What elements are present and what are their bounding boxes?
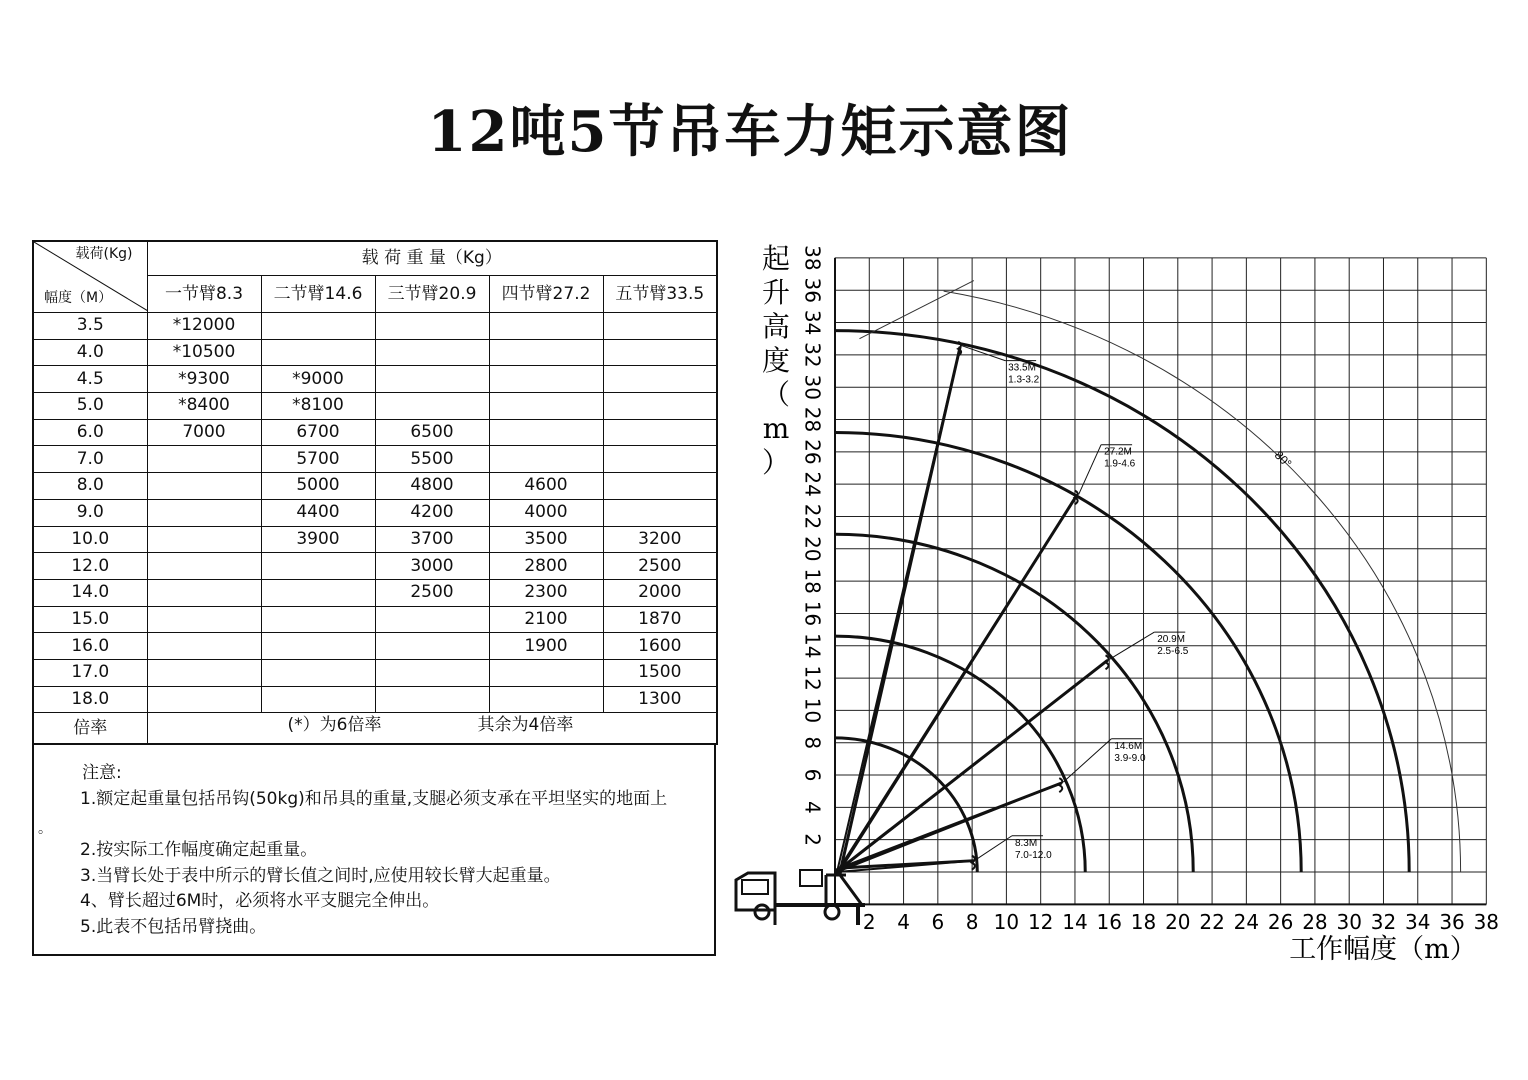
x-tick-label: 8 bbox=[965, 910, 979, 934]
load-cell bbox=[489, 446, 603, 473]
load-cell: 4200 bbox=[375, 499, 489, 526]
load-cell bbox=[261, 606, 375, 633]
load-cell: 3700 bbox=[375, 526, 489, 553]
rate-note-six: (*）为6倍率 bbox=[287, 715, 382, 736]
load-cell bbox=[147, 633, 261, 660]
load-cell: 6500 bbox=[375, 419, 489, 446]
angle-line bbox=[859, 281, 973, 339]
y-tick-label: 4 bbox=[800, 800, 825, 814]
y-axis-label-char: m bbox=[762, 412, 790, 445]
load-weight-header: 载 荷 重 量（Kg） bbox=[147, 241, 717, 276]
x-axis-label: 工作幅度（m） bbox=[1289, 934, 1477, 965]
corner-label-load: 载荷(Kg) bbox=[75, 246, 133, 262]
load-cell bbox=[261, 313, 375, 340]
boom-length-label: 8.3M bbox=[1014, 837, 1038, 849]
load-cell bbox=[261, 633, 375, 660]
stray-mark: 。 bbox=[38, 821, 52, 837]
load-cell bbox=[147, 579, 261, 606]
radius-arc bbox=[835, 534, 1193, 872]
load-cell: 6700 bbox=[261, 419, 375, 446]
radius-cell: 3.5 bbox=[33, 313, 147, 340]
radius-arc bbox=[835, 331, 1409, 872]
radius-cell: 14.0 bbox=[33, 579, 147, 606]
radius-cell: 4.0 bbox=[33, 339, 147, 366]
y-tick-label: 34 bbox=[800, 309, 825, 336]
x-tick-label: 2 bbox=[862, 910, 876, 934]
load-cell: 1300 bbox=[603, 686, 717, 713]
table-row bbox=[33, 553, 717, 580]
hook-icon bbox=[1106, 655, 1109, 669]
load-cell bbox=[603, 313, 717, 340]
hook-icon bbox=[1059, 778, 1062, 792]
load-cell bbox=[147, 659, 261, 686]
table-row bbox=[33, 339, 717, 366]
load-cell: *8400 bbox=[147, 393, 261, 420]
load-cell: 2500 bbox=[375, 579, 489, 606]
x-tick-label: 4 bbox=[897, 910, 910, 934]
note-item: 4、臂长超过6M时，必须将水平支腿完全伸出。 bbox=[80, 891, 440, 911]
notes-heading: 注意: bbox=[82, 763, 122, 783]
y-tick-label: 28 bbox=[800, 406, 825, 433]
x-tick-label: 24 bbox=[1233, 910, 1260, 934]
crane-chart bbox=[720, 230, 1520, 980]
page-title: 12吨5节吊车力矩示意图 bbox=[427, 99, 1073, 165]
load-cell bbox=[489, 366, 603, 393]
note-item: 5.此表不包括吊臂挠曲。 bbox=[80, 916, 267, 937]
table-row bbox=[33, 366, 717, 393]
load-cell bbox=[261, 339, 375, 366]
load-cell: 2800 bbox=[489, 553, 603, 580]
pivot-point bbox=[834, 868, 842, 876]
radius-cell: 16.0 bbox=[33, 633, 147, 660]
load-cell bbox=[261, 686, 375, 713]
table-row bbox=[33, 419, 717, 446]
x-tick-label: 14 bbox=[1062, 910, 1088, 934]
table-row bbox=[33, 446, 717, 473]
angle-label: 80° bbox=[1271, 447, 1295, 471]
y-axis-label-char: ） bbox=[761, 446, 791, 479]
table-row bbox=[33, 606, 717, 633]
load-table bbox=[32, 240, 718, 745]
load-cell bbox=[603, 419, 717, 446]
radius-cell: 17.0 bbox=[33, 659, 147, 686]
load-cell: 7000 bbox=[147, 419, 261, 446]
load-cell: *9000 bbox=[261, 366, 375, 393]
table-row bbox=[33, 633, 717, 660]
table-row bbox=[33, 686, 717, 713]
chart-grid bbox=[835, 258, 1486, 904]
y-tick-label: 26 bbox=[800, 439, 825, 465]
corner-label-radius: 幅度（M） bbox=[44, 290, 113, 306]
load-cell bbox=[603, 446, 717, 473]
rate-note-four: 其余为4倍率 bbox=[477, 715, 574, 736]
y-tick-label: 30 bbox=[800, 374, 825, 400]
load-cell bbox=[603, 499, 717, 526]
x-tick-label: 10 bbox=[993, 910, 1020, 934]
load-cell bbox=[603, 339, 717, 366]
load-cell: 3500 bbox=[489, 526, 603, 553]
x-tick-label: 30 bbox=[1336, 910, 1362, 934]
load-cell: 4000 bbox=[489, 499, 603, 526]
x-tick-label: 6 bbox=[931, 910, 945, 934]
load-cell: 2000 bbox=[603, 579, 717, 606]
load-cell bbox=[489, 339, 603, 366]
x-tick-label: 18 bbox=[1130, 910, 1157, 934]
load-cell bbox=[375, 393, 489, 420]
x-tick-label: 20 bbox=[1165, 910, 1191, 934]
y-tick-label: 32 bbox=[800, 342, 825, 368]
table-row bbox=[33, 499, 717, 526]
load-cell bbox=[603, 473, 717, 500]
table-row bbox=[33, 393, 717, 420]
load-cell: *12000 bbox=[147, 313, 261, 340]
load-cell bbox=[489, 686, 603, 713]
load-cell bbox=[375, 659, 489, 686]
radius-cell: 5.0 bbox=[33, 393, 147, 420]
load-cell: 1900 bbox=[489, 633, 603, 660]
y-axis-label-char: 升 bbox=[761, 276, 791, 309]
load-cell bbox=[147, 606, 261, 633]
load-cell bbox=[375, 633, 489, 660]
boom-length-label: 27.2M bbox=[1104, 446, 1132, 458]
boom-line bbox=[841, 495, 1077, 868]
load-cell: 4600 bbox=[489, 473, 603, 500]
radius-cell: 4.5 bbox=[33, 366, 147, 393]
load-cell bbox=[489, 313, 603, 340]
note-item: 3.当臂长处于表中所示的臂长值之间时,应使用较长臂大起重量。 bbox=[80, 865, 561, 886]
boom-header: 二节臂14.6 bbox=[261, 276, 375, 313]
y-tick-label: 6 bbox=[800, 768, 825, 782]
x-tick-label: 38 bbox=[1473, 910, 1500, 934]
boom-range-label: 7.0-12.0 bbox=[1014, 849, 1052, 861]
boom-length-label: 14.6M bbox=[1114, 740, 1143, 752]
y-tick-label: 24 bbox=[800, 471, 825, 497]
load-cell bbox=[375, 313, 489, 340]
load-cell: 4800 bbox=[375, 473, 489, 500]
load-cell: 1600 bbox=[603, 633, 717, 660]
boom-header: 一节臂8.3 bbox=[147, 276, 261, 313]
radius-cell: 8.0 bbox=[33, 473, 147, 500]
radius-arcs bbox=[835, 331, 1409, 872]
radius-cell: 15.0 bbox=[33, 606, 147, 633]
y-tick-label: 8 bbox=[800, 736, 825, 750]
load-cell bbox=[489, 659, 603, 686]
table-row bbox=[33, 313, 717, 340]
load-cell bbox=[375, 339, 489, 366]
y-axis-label-char: 高 bbox=[761, 310, 791, 343]
x-tick-label: 32 bbox=[1370, 910, 1397, 934]
boom-range-label: 1.9-4.6 bbox=[1104, 458, 1136, 470]
table-row bbox=[33, 659, 717, 686]
load-cell: 5500 bbox=[375, 446, 489, 473]
load-cell bbox=[147, 686, 261, 713]
x-tick-label: 22 bbox=[1199, 910, 1225, 934]
truck-wheel bbox=[825, 905, 839, 919]
radius-cell: 12.0 bbox=[33, 553, 147, 580]
boom-header: 五节臂33.5 bbox=[603, 276, 717, 313]
load-cell: 2100 bbox=[489, 606, 603, 633]
y-tick-label: 12 bbox=[800, 665, 825, 691]
rate-label: 倍率 bbox=[33, 713, 147, 745]
load-cell: *10500 bbox=[147, 339, 261, 366]
truck-icon bbox=[736, 868, 865, 925]
y-tick-label: 14 bbox=[800, 633, 825, 659]
x-tick-label: 16 bbox=[1096, 910, 1122, 934]
load-cell bbox=[261, 553, 375, 580]
crane-base bbox=[826, 875, 862, 905]
y-axis-label-char: （ bbox=[761, 378, 791, 411]
x-tick-label: 12 bbox=[1027, 910, 1054, 934]
load-cell bbox=[261, 659, 375, 686]
table-row bbox=[33, 473, 717, 500]
table-corner-cell bbox=[33, 241, 147, 313]
leader-line bbox=[1063, 739, 1111, 782]
load-cell bbox=[603, 393, 717, 420]
load-cell bbox=[375, 366, 489, 393]
note-item: 1.额定起重量包括吊钩(50kg)和吊具的重量,支腿必须支承在平坦坚实的地面上 bbox=[80, 788, 668, 809]
y-tick-label: 18 bbox=[800, 568, 825, 594]
boom-header: 四节臂27.2 bbox=[489, 276, 603, 313]
booms bbox=[837, 342, 1189, 872]
y-tick-label: 38 bbox=[800, 245, 825, 271]
load-cell bbox=[489, 393, 603, 420]
x-tick-label: 28 bbox=[1302, 910, 1328, 934]
truck-wheel bbox=[755, 905, 769, 919]
load-cell: 3200 bbox=[603, 526, 717, 553]
y-axis-label-char: 度 bbox=[761, 344, 791, 377]
radius-cell: 10.0 bbox=[33, 526, 147, 553]
load-cell bbox=[147, 446, 261, 473]
boom-range-label: 1.3-3.2 bbox=[1008, 374, 1040, 386]
load-cell bbox=[147, 499, 261, 526]
load-cell: 5000 bbox=[261, 473, 375, 500]
load-cell bbox=[375, 606, 489, 633]
load-cell bbox=[261, 579, 375, 606]
truck-window bbox=[742, 880, 768, 894]
boom-range-label: 3.9-9.0 bbox=[1114, 752, 1146, 764]
table-row bbox=[33, 526, 717, 553]
load-cell: 3000 bbox=[375, 553, 489, 580]
boom-length-label: 33.5M bbox=[1008, 362, 1036, 374]
radius-cell: 7.0 bbox=[33, 446, 147, 473]
load-cell: 1870 bbox=[603, 606, 717, 633]
x-tick-label: 36 bbox=[1439, 910, 1465, 934]
y-axis-label-char: 起 bbox=[761, 242, 791, 275]
x-tick-label: 26 bbox=[1267, 910, 1294, 934]
boom-range-label: 2.5-6.5 bbox=[1157, 646, 1189, 658]
boom-length-label: 20.9M bbox=[1157, 634, 1186, 646]
notes-box bbox=[32, 743, 716, 956]
load-cell: 2500 bbox=[603, 553, 717, 580]
y-tick-label: 10 bbox=[800, 697, 825, 724]
note-item: 2.按实际工作幅度确定起重量。 bbox=[80, 840, 318, 860]
load-cell bbox=[147, 553, 261, 580]
load-cell bbox=[603, 366, 717, 393]
x-tick-label: 34 bbox=[1405, 910, 1431, 934]
radius-cell: 9.0 bbox=[33, 499, 147, 526]
load-cell bbox=[147, 473, 261, 500]
load-cell bbox=[147, 526, 261, 553]
load-cell: 2300 bbox=[489, 579, 603, 606]
table-row bbox=[33, 579, 717, 606]
table-body bbox=[33, 313, 717, 713]
load-cell: 3900 bbox=[261, 526, 375, 553]
boom-header: 三节臂20.9 bbox=[375, 276, 489, 313]
crane-cab bbox=[800, 870, 822, 886]
y-tick-label: 22 bbox=[800, 503, 825, 530]
radius-arc bbox=[835, 432, 1301, 872]
y-tick-label: 36 bbox=[800, 277, 825, 303]
radius-cell: 18.0 bbox=[33, 686, 147, 713]
load-cell bbox=[489, 419, 603, 446]
load-cell: 1500 bbox=[603, 659, 717, 686]
load-cell: 5700 bbox=[261, 446, 375, 473]
radius-arc bbox=[835, 636, 1085, 872]
load-cell bbox=[375, 686, 489, 713]
radius-cell: 6.0 bbox=[33, 419, 147, 446]
load-cell: 4400 bbox=[261, 499, 375, 526]
y-tick-label: 2 bbox=[800, 833, 825, 847]
rate-note-cell bbox=[147, 713, 717, 745]
y-tick-label: 20 bbox=[800, 536, 825, 562]
load-cell: *8100 bbox=[261, 393, 375, 420]
y-tick-label: 16 bbox=[800, 600, 825, 627]
load-cell: *9300 bbox=[147, 366, 261, 393]
